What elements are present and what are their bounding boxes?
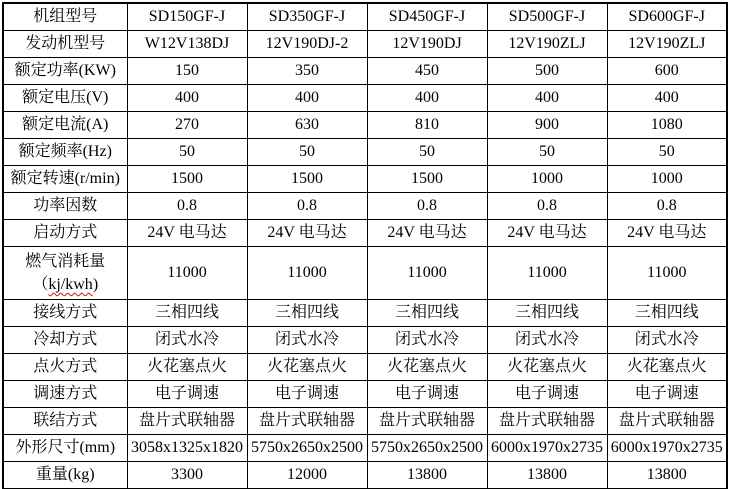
row-label-speed-governing-method — [3, 381, 127, 408]
table-row-rated-power — [3, 58, 727, 85]
row-label-gas-consumption-part-3: kj/kwh — [48, 276, 93, 293]
cell-rated-current-1: 630 — [247, 112, 367, 139]
cell-cooling-method-1: 闭式水冷 — [247, 327, 367, 354]
cell-rated-speed-4: 1000 — [607, 166, 727, 193]
row-label-coupling-method — [3, 408, 127, 435]
table-row-rated-frequency — [3, 139, 727, 166]
cell-wiring-method-3: 三相四线 — [487, 300, 607, 327]
cell-engine-model-4: 12V190ZLJ — [607, 31, 727, 58]
cell-rated-speed-3: 1000 — [487, 166, 607, 193]
cell-rated-power-2: 450 — [367, 58, 487, 85]
header-model-2: SD450GF-J — [367, 3, 487, 31]
table-row-cooling-method — [3, 327, 727, 354]
row-label-rated-current — [3, 112, 127, 139]
row-label-starting-method-part-0: 启动方式 — [33, 224, 98, 242]
cell-rated-voltage-3: 400 — [487, 85, 607, 112]
row-label-rated-voltage — [3, 85, 127, 112]
cell-starting-method-4: 24V 电马达 — [607, 220, 727, 247]
row-label-ignition-method-part-0: 点火方式 — [33, 358, 98, 376]
cell-cooling-method-0: 闭式水冷 — [127, 327, 247, 354]
row-label-gas-consumption-part-4: ) — [92, 276, 99, 293]
cell-rated-current-4: 1080 — [607, 112, 727, 139]
cell-speed-governing-method-1: 电子调速 — [247, 381, 367, 408]
row-label-wiring-method — [3, 300, 127, 327]
row-label-rated-voltage-part-0: 额定电压(V) — [22, 89, 109, 107]
cell-ignition-method-4: 火花塞点火 — [607, 354, 727, 381]
cell-engine-model-1: 12V190DJ-2 — [247, 31, 367, 58]
cell-dimensions-mm-2: 5750x2650x2500 — [367, 435, 487, 462]
cell-engine-model-2: 12V190DJ — [367, 31, 487, 58]
row-label-cooling-method — [3, 327, 127, 354]
table-row-weight-kg — [3, 462, 727, 489]
cell-speed-governing-method-4: 电子调速 — [607, 381, 727, 408]
cell-power-factor-1: 0.8 — [247, 193, 367, 220]
cell-weight-kg-4: 13800 — [607, 462, 727, 489]
cell-cooling-method-4: 闭式水冷 — [607, 327, 727, 354]
cell-rated-speed-0: 1500 — [127, 166, 247, 193]
row-label-rated-current-part-0: 额定电流(A) — [22, 116, 109, 134]
cell-coupling-method-1: 盘片式联轴器 — [247, 408, 367, 435]
cell-speed-governing-method-3: 电子调速 — [487, 381, 607, 408]
cell-ignition-method-1: 火花塞点火 — [247, 354, 367, 381]
cell-gas-consumption-3: 11000 — [487, 247, 607, 300]
cell-rated-current-3: 900 — [487, 112, 607, 139]
cell-dimensions-mm-4: 6000x1970x2735 — [607, 435, 727, 462]
table-row-rated-speed — [3, 166, 727, 193]
cell-power-factor-3: 0.8 — [487, 193, 607, 220]
cell-weight-kg-0: 3300 — [127, 462, 247, 489]
table-row-coupling-method — [3, 408, 727, 435]
cell-rated-speed-2: 1500 — [367, 166, 487, 193]
cell-dimensions-mm-3: 6000x1970x2735 — [487, 435, 607, 462]
row-label-gas-consumption-part-2: （ — [32, 276, 49, 293]
row-label-rated-power-part-0: 额定功率(KW) — [14, 62, 116, 80]
header-model-0: SD150GF-J — [127, 3, 247, 31]
cell-rated-frequency-0: 50 — [127, 139, 247, 166]
cell-rated-current-2: 810 — [367, 112, 487, 139]
row-label-dimensions-mm-part-0: 外形尺寸(mm) — [15, 439, 116, 457]
row-label-rated-power — [3, 58, 127, 85]
cell-power-factor-2: 0.8 — [367, 193, 487, 220]
cell-rated-current-0: 270 — [127, 112, 247, 139]
cell-coupling-method-2: 盘片式联轴器 — [367, 408, 487, 435]
row-label-rated-speed-part-0: 额定转速(r/min) — [10, 170, 120, 188]
table-row-speed-governing-method — [3, 381, 727, 408]
row-label-weight-kg-part-0: 重量(kg) — [35, 466, 95, 484]
row-label-power-factor — [3, 193, 127, 220]
row-label-speed-governing-method-part-0: 调速方式 — [33, 385, 98, 403]
cell-wiring-method-4: 三相四线 — [607, 300, 727, 327]
cell-gas-consumption-1: 11000 — [247, 247, 367, 300]
cell-starting-method-2: 24V 电马达 — [367, 220, 487, 247]
cell-engine-model-3: 12V190ZLJ — [487, 31, 607, 58]
spec-table-body — [3, 3, 727, 489]
cell-rated-voltage-1: 400 — [247, 85, 367, 112]
cell-rated-frequency-1: 50 — [247, 139, 367, 166]
cell-ignition-method-0: 火花塞点火 — [127, 354, 247, 381]
table-row-ignition-method — [3, 354, 727, 381]
cell-speed-governing-method-0: 电子调速 — [127, 381, 247, 408]
row-label-rated-speed — [3, 166, 127, 193]
spec-table — [2, 2, 728, 489]
cell-ignition-method-3: 火花塞点火 — [487, 354, 607, 381]
cell-dimensions-mm-1: 5750x2650x2500 — [247, 435, 367, 462]
cell-gas-consumption-4: 11000 — [607, 247, 727, 300]
cell-rated-voltage-2: 400 — [367, 85, 487, 112]
cell-power-factor-4: 0.8 — [607, 193, 727, 220]
row-label-ignition-method — [3, 354, 127, 381]
cell-rated-power-0: 150 — [127, 58, 247, 85]
row-label-dimensions-mm — [3, 435, 127, 462]
cell-speed-governing-method-2: 电子调速 — [367, 381, 487, 408]
cell-wiring-method-1: 三相四线 — [247, 300, 367, 327]
row-label-coupling-method-part-0: 联结方式 — [33, 412, 98, 430]
cell-ignition-method-2: 火花塞点火 — [367, 354, 487, 381]
row-label-cooling-method-part-0: 冷却方式 — [33, 331, 98, 349]
cell-cooling-method-2: 闭式水冷 — [367, 327, 487, 354]
header-model-4: SD600GF-J — [607, 3, 727, 31]
cell-rated-frequency-3: 50 — [487, 139, 607, 166]
table-row-gas-consumption — [3, 247, 727, 300]
cell-rated-voltage-0: 400 — [127, 85, 247, 112]
table-row-wiring-method — [3, 300, 727, 327]
cell-power-factor-0: 0.8 — [127, 193, 247, 220]
row-label-unit-model: 机组型号 — [3, 3, 127, 31]
cell-starting-method-0: 24V 电马达 — [127, 220, 247, 247]
cell-cooling-method-3: 闭式水冷 — [487, 327, 607, 354]
cell-rated-voltage-4: 400 — [607, 85, 727, 112]
row-label-gas-consumption — [3, 247, 127, 300]
cell-weight-kg-1: 12000 — [247, 462, 367, 489]
table-row-starting-method — [3, 220, 727, 247]
cell-starting-method-3: 24V 电马达 — [487, 220, 607, 247]
row-label-starting-method — [3, 220, 127, 247]
cell-rated-power-1: 350 — [247, 58, 367, 85]
cell-rated-power-4: 600 — [607, 58, 727, 85]
header-row — [3, 3, 727, 31]
table-row-rated-current — [3, 112, 727, 139]
table-row-engine-model — [3, 31, 727, 58]
table-row-power-factor — [3, 193, 727, 220]
row-label-power-factor-part-0: 功率因数 — [33, 197, 98, 215]
row-label-wiring-method-part-0: 接线方式 — [33, 304, 98, 322]
cell-wiring-method-0: 三相四线 — [127, 300, 247, 327]
cell-coupling-method-3: 盘片式联轴器 — [487, 408, 607, 435]
cell-gas-consumption-0: 11000 — [127, 247, 247, 300]
header-model-3: SD500GF-J — [487, 3, 607, 31]
cell-weight-kg-2: 13800 — [367, 462, 487, 489]
cell-weight-kg-3: 13800 — [487, 462, 607, 489]
cell-coupling-method-4: 盘片式联轴器 — [607, 408, 727, 435]
cell-rated-frequency-4: 50 — [607, 139, 727, 166]
table-row-dimensions-mm — [3, 435, 727, 462]
cell-gas-consumption-2: 11000 — [367, 247, 487, 300]
row-label-rated-frequency — [3, 139, 127, 166]
row-label-engine-model — [3, 31, 127, 58]
row-label-weight-kg — [3, 462, 127, 489]
cell-rated-frequency-2: 50 — [367, 139, 487, 166]
header-model-1: SD350GF-J — [247, 3, 367, 31]
cell-rated-power-3: 500 — [487, 58, 607, 85]
cell-rated-speed-1: 1500 — [247, 166, 367, 193]
row-label-engine-model-part-0: 发动机型号 — [25, 35, 106, 53]
cell-coupling-method-0: 盘片式联轴器 — [127, 408, 247, 435]
cell-wiring-method-2: 三相四线 — [367, 300, 487, 327]
cell-dimensions-mm-0: 3058x1325x1820 — [127, 435, 247, 462]
row-label-rated-frequency-part-0: 额定频率(Hz) — [18, 143, 112, 161]
table-row-rated-voltage — [3, 85, 727, 112]
cell-engine-model-0: W12V138DJ — [127, 31, 247, 58]
row-label-gas-consumption-part-0: 燃气消耗量 — [25, 252, 106, 270]
cell-starting-method-1: 24V 电马达 — [247, 220, 367, 247]
